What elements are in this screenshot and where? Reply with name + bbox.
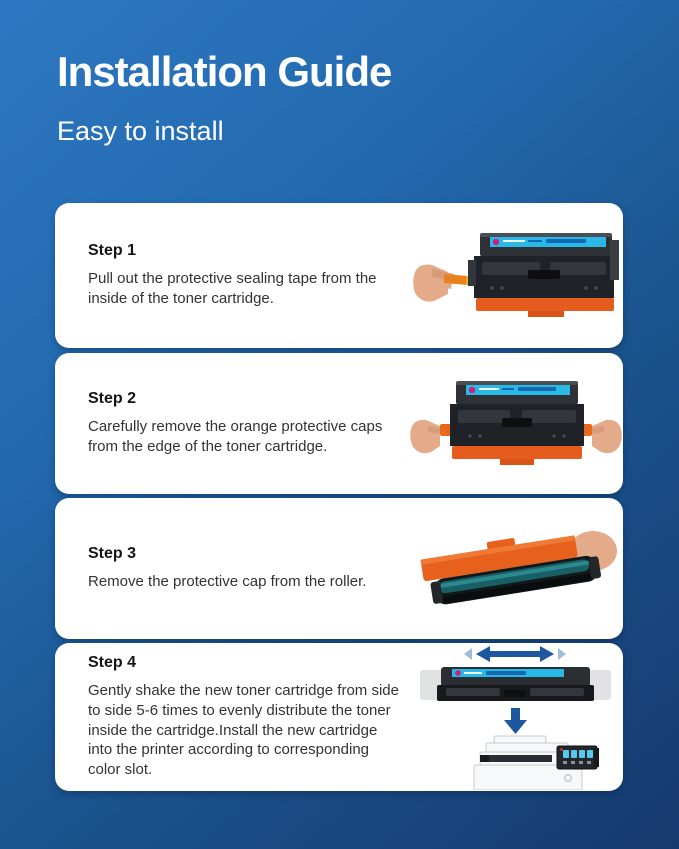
step-4-description: Gently shake the new toner cartridge from side to side 5-6 times to evenly distribute the toner inside the cartridge.Install the new cartridge into the printer according to corresponding color slot. bbox=[88, 682, 399, 779]
step-3-illustration bbox=[408, 498, 623, 639]
shake-arrow-icon bbox=[464, 646, 566, 662]
step-card-3 bbox=[55, 498, 623, 639]
roller-cap-removal-graphic bbox=[410, 509, 622, 629]
step-2-label: Step 2 bbox=[88, 390, 137, 408]
step-4-text bbox=[55, 654, 408, 780]
page-title: Installation Guide bbox=[57, 48, 392, 95]
step-1-illustration bbox=[408, 203, 623, 348]
step-2-description: Carefully remove the orange protective caps from the edge of the toner cartridge. bbox=[88, 418, 383, 455]
step-4-label: Step 4 bbox=[88, 654, 137, 671]
step-card-4 bbox=[55, 643, 623, 791]
page-subtitle: Easy to install bbox=[57, 116, 224, 147]
step-2-illustration bbox=[408, 353, 623, 494]
printer-control-panel bbox=[557, 746, 599, 769]
toner-cartridge-front bbox=[420, 667, 611, 701]
step-1-label: Step 1 bbox=[88, 242, 137, 260]
toner-cartridge bbox=[450, 381, 584, 465]
step-card-1 bbox=[55, 203, 623, 348]
step-1-text bbox=[55, 242, 408, 309]
cartridge-tape-pull-graphic bbox=[410, 220, 622, 332]
cartridge-cap-removal-graphic bbox=[410, 368, 622, 480]
toner-cartridge bbox=[468, 233, 619, 317]
step-4-illustration bbox=[408, 643, 623, 791]
page-header bbox=[57, 50, 391, 147]
step-card-2 bbox=[55, 353, 623, 494]
step-2-text bbox=[55, 390, 408, 457]
roller-assembly bbox=[419, 525, 601, 607]
insert-arrow-icon bbox=[504, 708, 527, 734]
step-1-description: Pull out the protective sealing tape from the inside of the toner cartridge. bbox=[88, 270, 377, 307]
step-3-text bbox=[55, 545, 408, 592]
step-3-description: Remove the protective cap from the roller. bbox=[88, 573, 367, 591]
shake-and-insert-graphic bbox=[408, 644, 623, 790]
step-3-label: Step 3 bbox=[88, 545, 137, 563]
